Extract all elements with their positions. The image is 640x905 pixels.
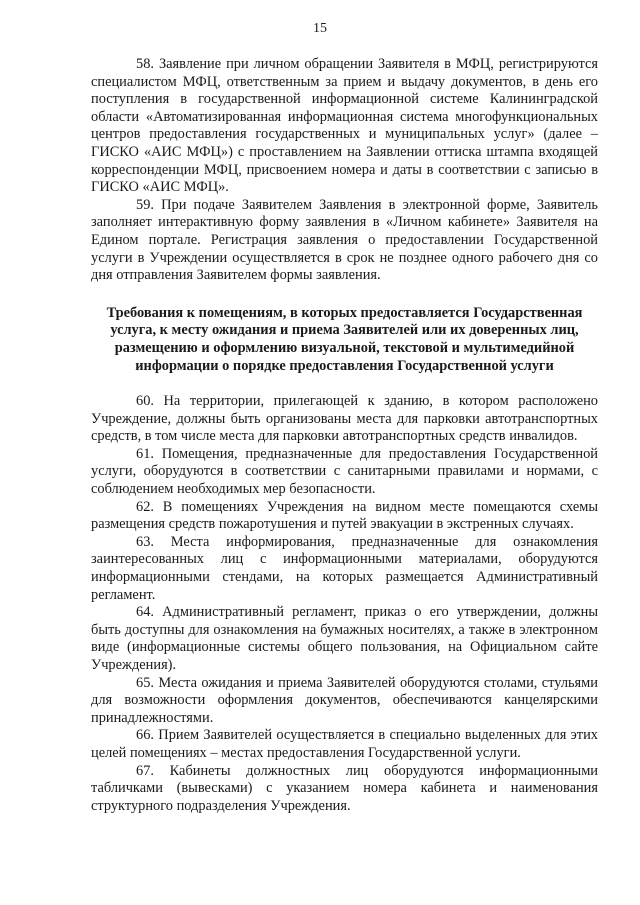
page-number: 15 [313, 21, 327, 36]
paragraph-59: 59. При подаче Заявителем Заявления в электронной форме, Заявитель заполняет интерактивную форму заявления в «Личном кабинете» Заявителя на Едином портале. Регистрация заявления о предоставлении Государственной услуги в Учреждении осуществляется в срок не позднее одного рабочего дня со дня отправления Заявителем формы заявления. [91, 196, 598, 284]
paragraph-64: 64. Административный регламент, приказ о его утверждении, должны быть доступны для ознакомления на бумажных носителях, а также в электронном виде (информационные системы общего пользования, на Официальном сайте Учреждения). [91, 604, 598, 673]
paragraph-62: 62. В помещениях Учреждения на видном месте помещаются схемы размещения средств пожаротушения и путей эвакуации в экстренных случаях. [91, 498, 598, 533]
paragraph-65: 65. Места ожидания и приема Заявителей оборудуются столами, стульями для возможности оформления документов, обеспечиваются канцелярскими принадлежностями. [91, 674, 598, 726]
paragraph-60: 60. На территории, прилегающей к зданию, в котором расположено Учреждение, должны быть организованы места для парковки автотранспортных средств, в том числе места для парковки автотранспортных средств инвалидов. [91, 393, 598, 445]
paragraph-61: 61. Помещения, предназначенные для предоставления Государственной услуги, оборудуются в соответствии с санитарными правилами и нормами, с соблюдением необходимых мер безопасности. [91, 445, 598, 498]
paragraph-58: 58. Заявление при личном обращении Заявителя в МФЦ, регистрируются специалистом МФЦ, ответственным за прием и выдачу документов, в день его поступления в государственной информационной системе Калининградской области «Автоматизированная информационная система многофункциональных центров предоставления государственных и муниципальных услуг» (далее – ГИСКО «АИС МФЦ») с проставлением на Заявлении оттиска штампа входящей корреспонденции МФЦ, присвоением номера и даты в соответствии с записью в ГИСКО «АИС МФЦ». [91, 56, 598, 196]
section-heading: Требования к помещениям, в которых предоставляется Государственная услуга, к месту ожидания и приема Заявителей или их доверенных лиц, размещению и оформлению визуальной, текстовой и мультимедийной информации о порядке предоставления Государственной услуги [106, 304, 583, 374]
document-body [91, 56, 598, 815]
paragraph-67: 67. Кабинеты должностных лиц оборудуются информационными табличками (вывесками) с указанием номера кабинета и наименования структурного подразделения Учреждения. [91, 762, 598, 814]
paragraph-66: 66. Прием Заявителей осуществляется в специально выделенных для этих целей помещениях – местах предоставления Государственной услуги. [91, 727, 598, 761]
paragraph-63: 63. Места информирования, предназначенные для ознакомления заинтересованных лиц с информационными материалами, оборудуются информационными стендами, на которых размещается Административный регламент. [91, 533, 598, 603]
